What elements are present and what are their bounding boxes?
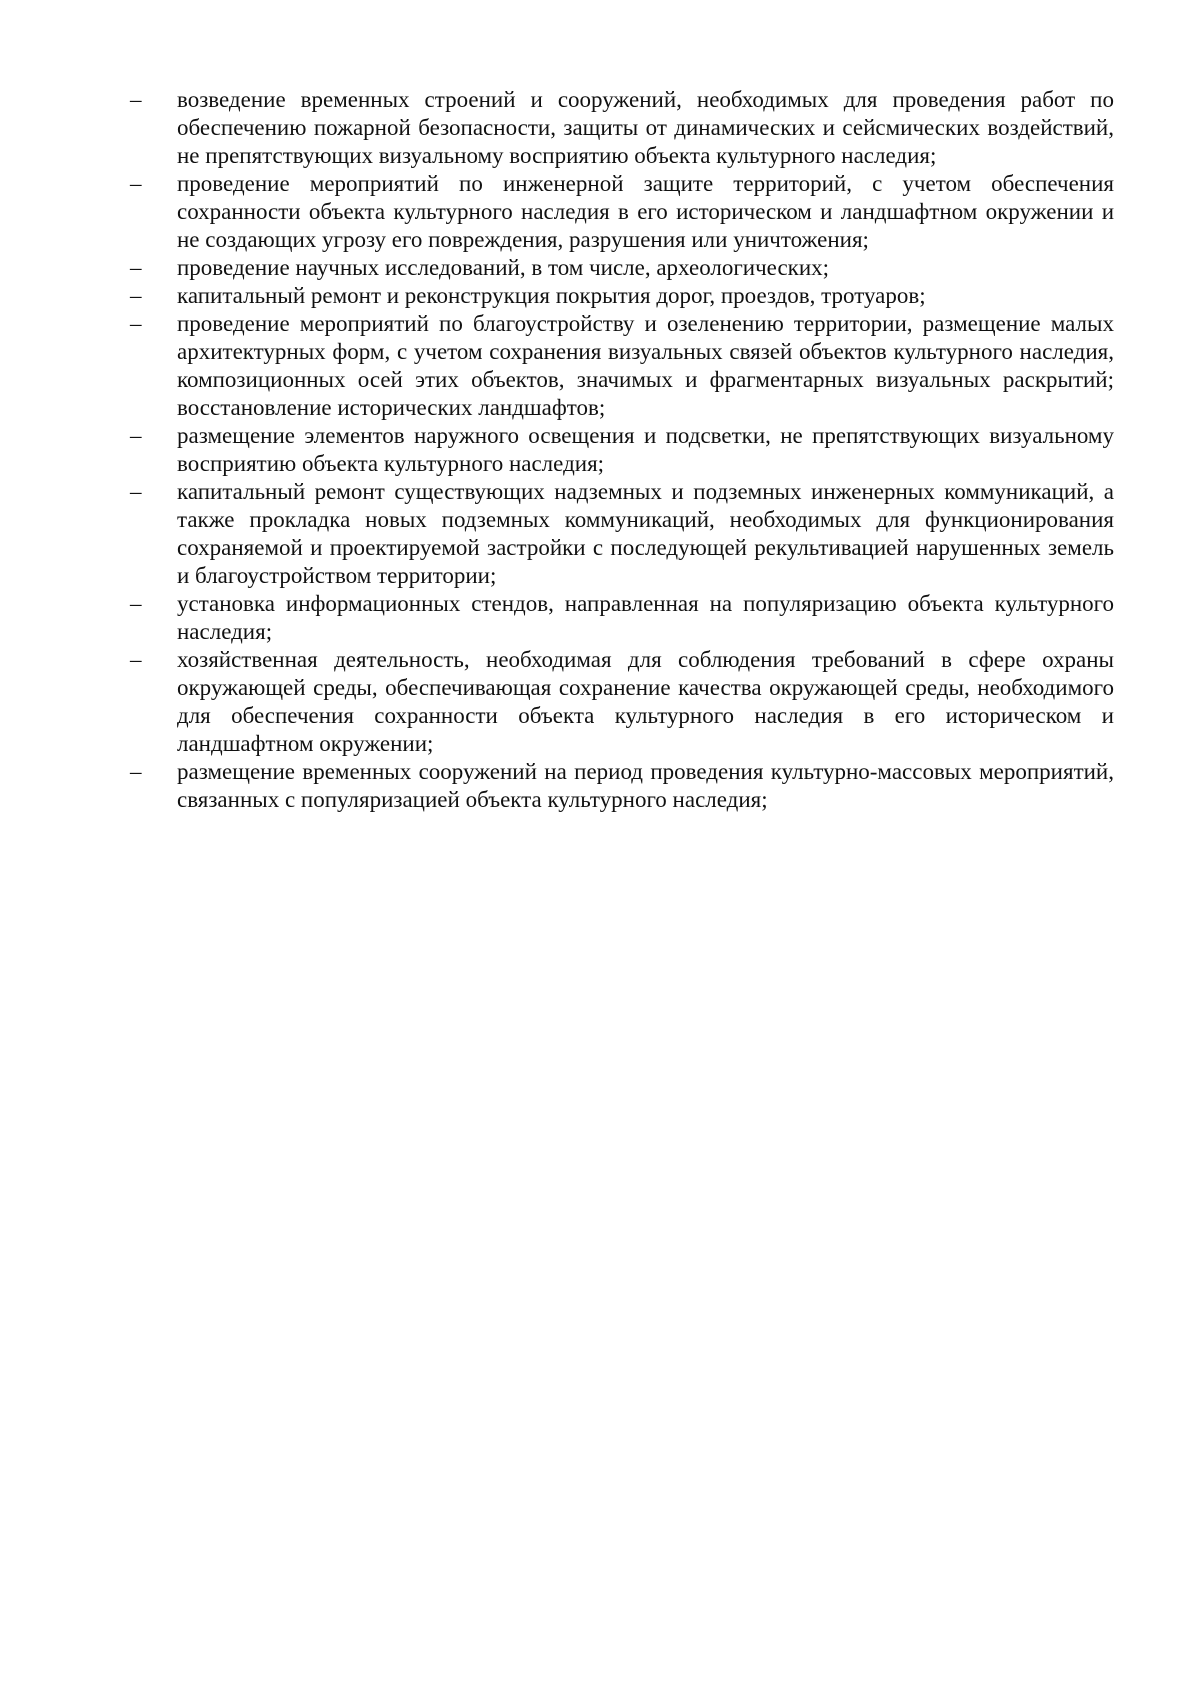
dash-bullet: – (130, 255, 142, 280)
list-item (130, 282, 1114, 310)
list-item-text: хозяйственная деятельность, необходимая для соблюдения требований в сфере охраны окружающей среды, обеспечивающая сохранение качества окружающей среды, необходимого для обеспечения сохранности объекта культурного наследия в его историческом и ландшафтном окружении; (177, 647, 1114, 756)
list-item (130, 478, 1114, 590)
dash-bullet: – (130, 479, 142, 504)
dash-bullet: – (130, 171, 142, 196)
list-item-text: капитальный ремонт и реконструкция покрытия дорог, проездов, тротуаров; (177, 283, 926, 308)
list-item-text: проведение научных исследований, в том числе, археологических; (177, 255, 830, 280)
list-item-text: размещение временных сооружений на период проведения культурно-массовых мероприятий, связанных с популяризацией объекта культурного наследия; (177, 759, 1114, 812)
list-item (130, 86, 1114, 170)
list-item (130, 646, 1114, 758)
dash-bullet: – (130, 283, 142, 308)
list-item-text: проведение мероприятий по инженерной защите территорий, с учетом обеспечения сохранности объекта культурного наследия в его историческом и ландшафтном окружении и не создающих угрозу его повреждения, разрушения или уничтожения; (177, 171, 1114, 252)
dash-bullet: – (130, 311, 142, 336)
list-item (130, 590, 1114, 646)
dash-bullet: – (130, 759, 142, 784)
dash-bullet: – (130, 591, 142, 616)
list-item (130, 758, 1114, 814)
list-item (130, 422, 1114, 478)
list-item (130, 254, 1114, 282)
list-item (130, 310, 1114, 422)
list-item (130, 170, 1114, 254)
list-item-text: установка информационных стендов, направленная на популяризацию объекта культурного наследия; (177, 591, 1114, 644)
dash-bullet: – (130, 647, 142, 672)
dash-bullet: – (130, 87, 142, 112)
list-item-text: возведение временных строений и сооружений, необходимых для проведения работ по обеспечению пожарной безопасности, защиты от динамических и сейсмических воздействий, не препятствующих визуальному восприятию объекта культурного наследия; (177, 87, 1114, 168)
list-item-text: проведение мероприятий по благоустройству и озеленению территории, размещение малых архитектурных форм, с учетом сохранения визуальных связей объектов культурного наследия, композиционных осей этих объектов, значимых и фрагментарных визуальных раскрытий; восстановление исторических ландшафтов; (177, 311, 1114, 420)
list-item-text: капитальный ремонт существующих надземных и подземных инженерных коммуникаций, а также прокладка новых подземных коммуникаций, необходимых для функционирования сохраняемой и проектируемой застройки с последующей рекультивацией нарушенных земель и благоустройством территории; (177, 479, 1114, 588)
list-item-text: размещение элементов наружного освещения и подсветки, не препятствующих визуальному восприятию объекта культурного наследия; (177, 423, 1114, 476)
dash-bullet: – (130, 423, 142, 448)
permitted-activities-list (130, 86, 1114, 814)
